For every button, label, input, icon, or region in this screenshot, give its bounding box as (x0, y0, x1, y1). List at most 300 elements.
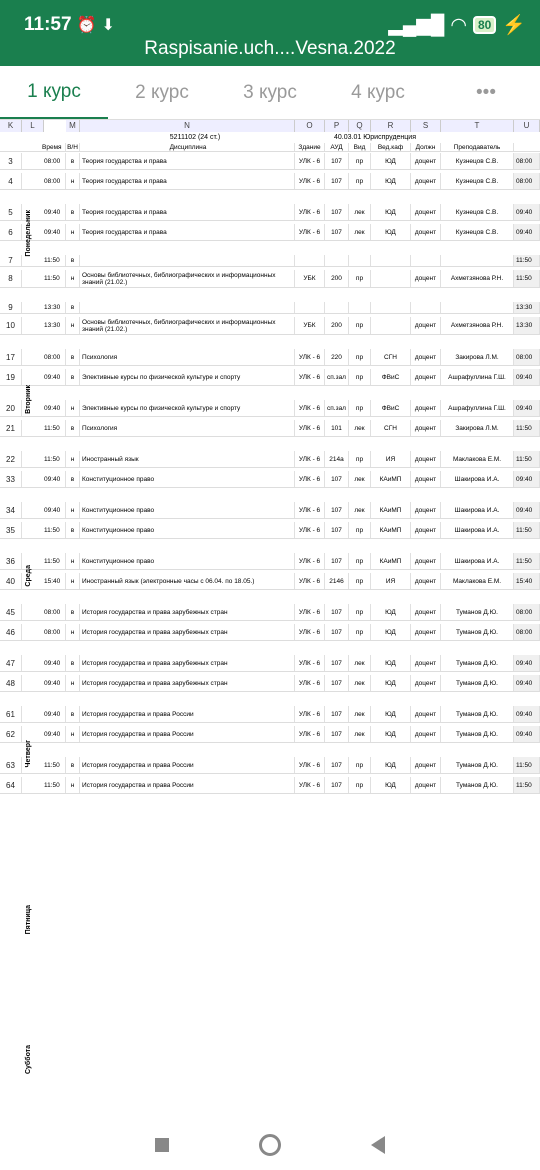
cell-m: в (66, 471, 80, 487)
cell-q: лек (349, 655, 371, 671)
cell-m: в (66, 757, 80, 773)
cell-r: ЮД (371, 153, 411, 169)
cell-n: Теория государства и права (80, 204, 295, 220)
cell-t: Туманов Д.Ю. (441, 655, 514, 671)
cell-l: 11:50 (22, 451, 66, 467)
cell-t: Ашрафуллина Г.Ш. (441, 369, 514, 385)
table-row[interactable] (0, 471, 540, 488)
cell-l: 08:00 (22, 349, 66, 365)
cell-u: 11:50 (514, 420, 540, 436)
cell-r: ЮД (371, 675, 411, 691)
cell-r (371, 302, 411, 313)
cell-u: 08:00 (514, 349, 540, 365)
cell-m: в (66, 655, 80, 671)
cell-t: Закирова Л.М. (441, 349, 514, 365)
cell-q (349, 255, 371, 266)
cell-l: 13:30 (22, 317, 66, 334)
cell-t: Закирова Л.М. (441, 420, 514, 436)
day-label-saturday: Суббота (25, 1045, 32, 1075)
cell-l: 09:40 (22, 400, 66, 416)
cell-o: УЛК - 6 (295, 451, 325, 467)
cell-n (80, 302, 295, 313)
wifi-icon: ◠ (450, 14, 467, 36)
table-row[interactable] (0, 400, 540, 417)
cell-m: н (66, 553, 80, 569)
cell-o: УЛК - 6 (295, 553, 325, 569)
cell-k: 36 (0, 553, 22, 569)
cell-s: доцент (411, 522, 441, 538)
hdr-position: Должн (411, 143, 441, 151)
table-row[interactable] (0, 624, 540, 641)
cell-p: 107 (325, 471, 349, 487)
cell-l: 11:50 (22, 777, 66, 793)
cell-u: 09:40 (514, 655, 540, 671)
cell-l: 08:00 (22, 604, 66, 620)
cell-r: КАиМП (371, 471, 411, 487)
cell-p (325, 302, 349, 313)
cell-s: доцент (411, 757, 441, 773)
recents-icon[interactable] (155, 1138, 169, 1152)
cell-q: пр (349, 349, 371, 365)
cell-t (441, 255, 514, 266)
cell-p: 107 (325, 173, 349, 189)
cell-s: доцент (411, 420, 441, 436)
cell-q: лек (349, 224, 371, 240)
table-row[interactable] (0, 270, 540, 288)
cell-m: в (66, 204, 80, 220)
cell-p: 107 (325, 502, 349, 518)
back-icon[interactable] (371, 1136, 385, 1154)
tab-3-course[interactable]: 3 курс (243, 81, 297, 103)
header-row (0, 143, 540, 152)
cell-k: 22 (0, 451, 22, 467)
cell-u: 11:50 (514, 553, 540, 569)
cell-m: н (66, 777, 80, 793)
download-icon: ⬇ (101, 17, 115, 34)
cell-n: Конституционное право (80, 553, 295, 569)
cell-s: доцент (411, 317, 441, 334)
cell-n: Теория государства и права (80, 173, 295, 189)
cell-p: 2146 (325, 573, 349, 589)
cell-q: пр (349, 573, 371, 589)
cell-u: 11:50 (514, 270, 540, 287)
col-header[interactable]: N (80, 120, 295, 132)
cell-m: н (66, 624, 80, 640)
cell-m: н (66, 400, 80, 416)
hdr-discipline: Дисциплина (80, 143, 295, 151)
col-header[interactable]: P (325, 120, 349, 132)
cell-o: УЛК - 6 (295, 604, 325, 620)
cell-p: 107 (325, 553, 349, 569)
cell-o: УЛК - 6 (295, 420, 325, 436)
tab-4-course[interactable]: 4 курс (351, 81, 405, 103)
cell-o: УЛК - 6 (295, 522, 325, 538)
schedule-sheet[interactable] (0, 120, 540, 1120)
cell-r: КАиМП (371, 522, 411, 538)
cell-u: 09:40 (514, 706, 540, 722)
cell-m: н (66, 317, 80, 334)
table-row[interactable] (0, 675, 540, 692)
cell-r: ЮД (371, 604, 411, 620)
table-row[interactable] (0, 153, 540, 170)
cell-t: Туманов Д.Ю. (441, 706, 514, 722)
cell-k: 33 (0, 471, 22, 487)
cell-p: 107 (325, 726, 349, 742)
cell-l: 09:40 (22, 706, 66, 722)
cell-m: в (66, 706, 80, 722)
cell-u: 09:40 (514, 400, 540, 416)
cell-k: 3 (0, 153, 22, 169)
col-header[interactable]: M (66, 120, 80, 132)
cell-n: Элективные курсы по физической культуре и спорту (80, 400, 295, 416)
cell-l: 09:40 (22, 204, 66, 220)
cell-q: лек (349, 471, 371, 487)
cell-l: 11:50 (22, 522, 66, 538)
cell-s (411, 302, 441, 313)
table-row[interactable] (0, 204, 540, 221)
cell-u: 13:30 (514, 317, 540, 334)
table-row[interactable] (0, 522, 540, 539)
table-row[interactable] (0, 349, 540, 366)
table-row[interactable] (0, 757, 540, 774)
cell-k: 20 (0, 400, 22, 416)
cell-l: 11:50 (22, 420, 66, 436)
cell-u: 08:00 (514, 624, 540, 640)
cell-p: 107 (325, 675, 349, 691)
cell-t: Кузнецов С.В. (441, 173, 514, 189)
day-label-monday: Понедельник (25, 210, 32, 257)
cell-m: в (66, 349, 80, 365)
spec-label: 40.03.01 Юриспруденция (334, 134, 416, 141)
cell-o: УЛК - 6 (295, 173, 325, 189)
cell-p: 107 (325, 706, 349, 722)
cell-m: в (66, 369, 80, 385)
cell-m: н (66, 675, 80, 691)
cell-n: История государства и права зарубежных стран (80, 604, 295, 620)
cell-s: доцент (411, 153, 441, 169)
cell-r: ЮД (371, 777, 411, 793)
cell-t: Шакирова И.А. (441, 553, 514, 569)
hdr-week: В/Н (66, 143, 80, 151)
cell-k: 46 (0, 624, 22, 640)
cell-o: УЛК - 6 (295, 726, 325, 742)
cell-p: сп.зал (325, 369, 349, 385)
cell-r: ИЯ (371, 451, 411, 467)
cell-n: Теория государства и права (80, 224, 295, 240)
cell-n: История государства и права России (80, 777, 295, 793)
cell-p: 107 (325, 204, 349, 220)
cell-p: 200 (325, 270, 349, 287)
cell-n: Иностранный язык (электронные часы с 06.04. по 18.05.) (80, 573, 295, 589)
cell-m: н (66, 270, 80, 287)
cell-u: 09:40 (514, 369, 540, 385)
col-header[interactable]: L (22, 120, 44, 132)
col-header[interactable]: Q (349, 120, 371, 132)
cell-t: Шакирова И.А. (441, 471, 514, 487)
table-row[interactable] (0, 173, 540, 190)
table-row[interactable] (0, 302, 540, 314)
app-title: Raspisanie.uch....Vesna.2022 (144, 38, 396, 59)
table-row[interactable] (0, 553, 540, 570)
col-header[interactable]: O (295, 120, 325, 132)
cell-o: УЛК - 6 (295, 471, 325, 487)
cell-k: 8 (0, 270, 22, 287)
cell-q: пр (349, 400, 371, 416)
cell-t (441, 302, 514, 313)
cell-q: пр (349, 604, 371, 620)
cell-q: пр (349, 153, 371, 169)
tab-1-course[interactable]: 1 курс (0, 66, 108, 119)
cell-t: Кузнецов С.В. (441, 153, 514, 169)
cell-k: 5 (0, 204, 22, 220)
cell-u: 09:40 (514, 224, 540, 240)
cell-n: История государства и права России (80, 706, 295, 722)
table-row[interactable] (0, 726, 540, 743)
cell-m: в (66, 255, 80, 266)
cell-u: 09:40 (514, 502, 540, 518)
group-label: 5211102 (24 ст.) (169, 134, 221, 141)
cell-q: пр (349, 777, 371, 793)
cell-l: 11:50 (22, 757, 66, 773)
cell-t: Ашрафуллина Г.Ш. (441, 400, 514, 416)
cell-o: УБК (295, 317, 325, 334)
cell-p: 107 (325, 224, 349, 240)
cell-o: УЛК - 6 (295, 675, 325, 691)
cell-p: 214а (325, 451, 349, 467)
cell-q: пр (349, 522, 371, 538)
table-row[interactable] (0, 369, 540, 386)
cell-l: 08:00 (22, 173, 66, 189)
cell-k: 48 (0, 675, 22, 691)
cell-s: доцент (411, 706, 441, 722)
cell-m: н (66, 502, 80, 518)
cell-l: 09:40 (22, 471, 66, 487)
cell-k: 17 (0, 349, 22, 365)
cell-u: 09:40 (514, 675, 540, 691)
cell-p: 220 (325, 349, 349, 365)
cell-m: н (66, 224, 80, 240)
cell-u: 09:40 (514, 726, 540, 742)
cell-s: доцент (411, 624, 441, 640)
cell-o: УЛК - 6 (295, 573, 325, 589)
cell-t: Шакирова И.А. (441, 522, 514, 538)
col-header[interactable]: U (514, 120, 540, 132)
charging-icon: ⚡ (502, 15, 526, 36)
cell-n (80, 255, 295, 266)
cell-t: Маклакова Е.М. (441, 451, 514, 467)
cell-s: доцент (411, 204, 441, 220)
cell-n: Основы библиотечных, библиографических и информационных знаний (21.02.) (80, 317, 295, 334)
cell-s: доцент (411, 224, 441, 240)
cell-m: н (66, 726, 80, 742)
cell-p: 101 (325, 420, 349, 436)
col-header[interactable]: T (441, 120, 514, 132)
cell-m: н (66, 173, 80, 189)
cell-s: доцент (411, 173, 441, 189)
cell-t: Ахметзянова Р.Н. (441, 270, 514, 287)
title-bar (0, 38, 540, 66)
cell-s: доцент (411, 369, 441, 385)
cell-o: УЛК - 6 (295, 204, 325, 220)
cell-r: СГН (371, 349, 411, 365)
hdr-teacher: Преподаватель (441, 143, 514, 151)
cell-o: УЛК - 6 (295, 349, 325, 365)
hdr-dept: Вед.каф (371, 143, 411, 151)
cell-s: доцент (411, 400, 441, 416)
cell-p: 107 (325, 153, 349, 169)
cell-r: ИЯ (371, 573, 411, 589)
android-nav-bar (0, 1120, 540, 1170)
cell-u: 08:00 (514, 604, 540, 620)
cell-k: 45 (0, 604, 22, 620)
cell-o: УЛК - 6 (295, 777, 325, 793)
cell-p: 107 (325, 624, 349, 640)
cell-o: УЛК - 6 (295, 706, 325, 722)
signal-icon: ▂▄▆█ (388, 14, 445, 36)
cell-k: 63 (0, 757, 22, 773)
cell-r: ЮД (371, 224, 411, 240)
cell-l: 09:40 (22, 655, 66, 671)
cell-l: 11:50 (22, 255, 66, 266)
cell-u: 11:50 (514, 255, 540, 266)
cell-q: пр (349, 451, 371, 467)
cell-p: 200 (325, 317, 349, 334)
home-icon[interactable] (259, 1134, 281, 1156)
col-header[interactable]: K (0, 120, 22, 132)
cell-l: 08:00 (22, 624, 66, 640)
cell-u: 08:00 (514, 173, 540, 189)
cell-p: сп.зал (325, 400, 349, 416)
cell-l: 09:40 (22, 224, 66, 240)
cell-r: КАиМП (371, 502, 411, 518)
cell-l: 13:30 (22, 302, 66, 313)
cell-s: доцент (411, 451, 441, 467)
cell-o: УЛК - 6 (295, 224, 325, 240)
cell-m: н (66, 573, 80, 589)
cell-r: ЮД (371, 706, 411, 722)
cell-q: пр (349, 369, 371, 385)
cell-m: в (66, 302, 80, 313)
cell-q: пр (349, 553, 371, 569)
cell-k: 61 (0, 706, 22, 722)
table-row[interactable] (0, 420, 540, 437)
table-row[interactable] (0, 573, 540, 590)
cell-s: доцент (411, 604, 441, 620)
cell-k: 7 (0, 255, 22, 266)
cell-s: доцент (411, 502, 441, 518)
status-time: 11:57 (24, 14, 72, 35)
cell-q: пр (349, 624, 371, 640)
cell-r: ФВиС (371, 369, 411, 385)
cell-u: 11:50 (514, 757, 540, 773)
cell-o: УБК (295, 270, 325, 287)
cell-q: пр (349, 317, 371, 334)
cell-m: в (66, 420, 80, 436)
table-row[interactable] (0, 604, 540, 621)
table-row[interactable] (0, 706, 540, 723)
table-row[interactable] (0, 317, 540, 335)
cell-u: 09:40 (514, 471, 540, 487)
cell-q: лек (349, 420, 371, 436)
cell-q: лек (349, 502, 371, 518)
cell-o (295, 302, 325, 313)
cell-o: УЛК - 6 (295, 153, 325, 169)
cell-u: 11:50 (514, 451, 540, 467)
cell-n: История государства и права зарубежных стран (80, 655, 295, 671)
cell-r (371, 270, 411, 287)
table-row[interactable] (0, 655, 540, 672)
cell-u: 09:40 (514, 204, 540, 220)
col-header[interactable]: S (411, 120, 441, 132)
cell-k: 21 (0, 420, 22, 436)
hdr-type: Вид (349, 143, 371, 151)
cell-n: Основы библиотечных, библиографических и информационных знаний (21.02.) (80, 270, 295, 287)
cell-o: УЛК - 6 (295, 757, 325, 773)
cell-s: доцент (411, 726, 441, 742)
cell-r: ЮД (371, 757, 411, 773)
table-row[interactable] (0, 451, 540, 468)
cell-k: 9 (0, 302, 22, 313)
cell-r (371, 255, 411, 266)
cell-r: КАиМП (371, 553, 411, 569)
cell-s: доцент (411, 349, 441, 365)
cell-r: ФВиС (371, 400, 411, 416)
day-label-tuesday: Вторник (25, 385, 32, 414)
cell-l: 09:40 (22, 502, 66, 518)
cell-q (349, 302, 371, 313)
cell-r: СГН (371, 420, 411, 436)
cell-o: УЛК - 6 (295, 369, 325, 385)
cell-p: 107 (325, 777, 349, 793)
tab-2-course[interactable]: 2 курс (135, 81, 189, 103)
col-header[interactable]: R (371, 120, 411, 132)
cell-k: 62 (0, 726, 22, 742)
cell-n: Теория государства и права (80, 153, 295, 169)
tab-bar (0, 66, 540, 120)
cell-t: Туманов Д.Ю. (441, 604, 514, 620)
cell-s: доцент (411, 471, 441, 487)
cell-l: 15:40 (22, 573, 66, 589)
cell-o (295, 255, 325, 266)
cell-n: Психология (80, 420, 295, 436)
cell-n: Психология (80, 349, 295, 365)
cell-l: 08:00 (22, 153, 66, 169)
cell-s (411, 255, 441, 266)
cell-p: 107 (325, 604, 349, 620)
cell-s: доцент (411, 777, 441, 793)
cell-m: в (66, 522, 80, 538)
cell-t: Ахметзянова Р.Н. (441, 317, 514, 334)
table-row[interactable] (0, 502, 540, 519)
alarm-icon: ⏰ (76, 17, 97, 34)
hdr-time: Время (22, 143, 66, 151)
cell-l: 09:40 (22, 675, 66, 691)
cell-q: пр (349, 270, 371, 287)
table-row[interactable] (0, 777, 540, 794)
cell-m: в (66, 604, 80, 620)
table-row[interactable] (0, 255, 540, 267)
cell-t: Кузнецов С.В. (441, 204, 514, 220)
cell-k: 6 (0, 224, 22, 240)
cell-r: ЮД (371, 173, 411, 189)
day-label-wednesday: Среда (25, 565, 32, 587)
cell-l: 11:50 (22, 553, 66, 569)
cell-q: лек (349, 675, 371, 691)
more-tabs-button[interactable]: ••• (476, 81, 496, 103)
cell-k: 35 (0, 522, 22, 538)
table-row[interactable] (0, 224, 540, 241)
cell-n: Иностранный язык (80, 451, 295, 467)
